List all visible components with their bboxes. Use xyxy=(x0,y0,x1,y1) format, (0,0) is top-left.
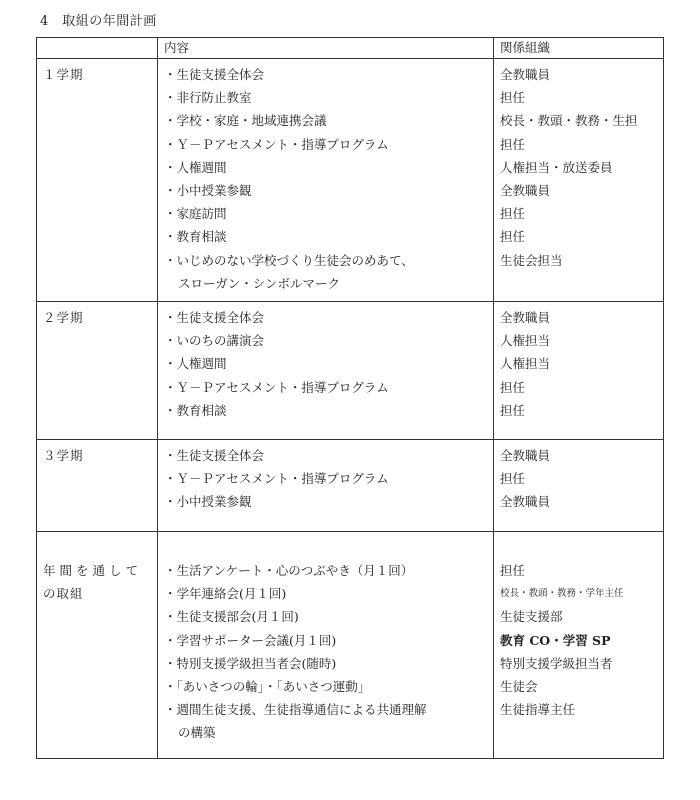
list-item: ・いのちの講演会 xyxy=(164,333,265,349)
list-item: ・家庭訪問 xyxy=(164,206,227,222)
org-item: 生徒指導主任 xyxy=(500,702,576,718)
term-label-line: ２学期 xyxy=(43,310,84,325)
list-item: ・Ｙ－Ｐアセスメント・指導プログラム xyxy=(164,379,389,395)
header-content: 内容 xyxy=(158,38,494,59)
content-cell xyxy=(158,440,494,532)
org-item: 担任 xyxy=(500,90,526,106)
list-item: ・生徒支援全体会 xyxy=(164,67,265,82)
org-item: 全教職員 xyxy=(500,67,551,82)
org-item: 特別支援学級担当者 xyxy=(500,655,613,671)
term-label-line: の取組 xyxy=(43,586,84,602)
org-item: 全教職員 xyxy=(500,494,551,510)
org-cell xyxy=(494,59,664,302)
term-row-yearround xyxy=(37,532,664,759)
list-item: ・非行防止教室 xyxy=(164,90,252,106)
org-item: 担任 xyxy=(500,379,526,395)
list-item: ・人権週間 xyxy=(164,356,227,372)
org-cell xyxy=(494,302,664,440)
org-item: 人権担当・放送委員 xyxy=(500,159,613,175)
term-row-1 xyxy=(37,59,664,302)
section-title: 4 取組の年間計画 xyxy=(40,14,157,29)
term-label xyxy=(37,302,158,440)
list-item: ・特別支援学級担当者会(随時) xyxy=(164,655,337,671)
term-label-line: 年間を通して xyxy=(43,563,143,578)
list-item: ・生活アンケート・心のつぶやき（月１回） xyxy=(164,563,414,578)
org-item: 担任 xyxy=(500,206,526,222)
org-item: 人権担当 xyxy=(500,356,551,372)
header-row xyxy=(37,38,664,59)
list-item: ・人権週間 xyxy=(164,159,227,175)
header-org: 関係組織 xyxy=(494,38,664,59)
term-row-2 xyxy=(37,302,664,440)
term-label xyxy=(37,440,158,532)
org-item: 全教職員 xyxy=(500,448,551,463)
org-cell xyxy=(494,532,664,759)
list-item-continuation: の構築 xyxy=(178,725,216,741)
org-item: 担任 xyxy=(500,402,526,418)
term-label xyxy=(37,532,158,759)
list-item: ・｢あいさつの輪｣・｢あいさつ運動｣ xyxy=(164,678,365,694)
list-item-continuation: スローガン・シンボルマーク xyxy=(178,275,340,291)
org-item: 人権担当 xyxy=(500,333,551,349)
header-term xyxy=(37,38,158,59)
list-item: ・小中授業参観 xyxy=(164,494,252,510)
list-item: ・小中授業参観 xyxy=(164,182,252,198)
org-item: 生徒支援部 xyxy=(500,609,563,625)
term-label xyxy=(37,59,158,302)
list-item: ・学年連絡会(月１回) xyxy=(164,586,287,602)
list-item: ・いじめのない学校づくり生徒会のめあて、 xyxy=(164,252,414,268)
org-item: 生徒会 xyxy=(500,678,538,694)
org-item: 校長・教頭・教務・学年主任 xyxy=(500,588,624,600)
org-item: 担任 xyxy=(500,471,526,487)
term-row-3 xyxy=(37,440,664,532)
list-item: ・生徒支援全体会 xyxy=(164,448,265,463)
org-item: 担任 xyxy=(500,229,526,245)
org-item: 全教職員 xyxy=(500,310,551,325)
list-item: ・週間生徒支援、生徒指導通信による共通理解 xyxy=(164,702,427,718)
list-item: ・生徒支援全体会 xyxy=(164,310,265,325)
org-item: 全教職員 xyxy=(500,182,551,198)
org-item: 担任 xyxy=(500,563,526,578)
term-label-line: ３学期 xyxy=(43,448,84,463)
content-cell xyxy=(158,532,494,759)
org-item: 担任 xyxy=(500,136,526,152)
list-item: ・生徒支援部会(月１回) xyxy=(164,609,299,625)
org-item: 校長・教頭・教務・生担 xyxy=(500,113,638,129)
content-cell xyxy=(158,59,494,302)
list-item: ・教育相談 xyxy=(164,229,227,245)
org-item: 教育 CO・学習 SP xyxy=(500,632,611,648)
list-item: ・学習サポーター会議(月１回) xyxy=(164,632,337,648)
list-item: ・Ｙ－Ｐアセスメント・指導プログラム xyxy=(164,136,389,152)
annual-plan-table xyxy=(36,37,664,759)
org-item: 生徒会担当 xyxy=(500,252,563,268)
list-item: ・教育相談 xyxy=(164,402,227,418)
list-item: ・Ｙ－Ｐアセスメント・指導プログラム xyxy=(164,471,389,487)
list-item: ・学校・家庭・地域連携会議 xyxy=(164,113,327,129)
term-label-line: １学期 xyxy=(43,67,84,82)
content-cell xyxy=(158,302,494,440)
org-cell xyxy=(494,440,664,532)
